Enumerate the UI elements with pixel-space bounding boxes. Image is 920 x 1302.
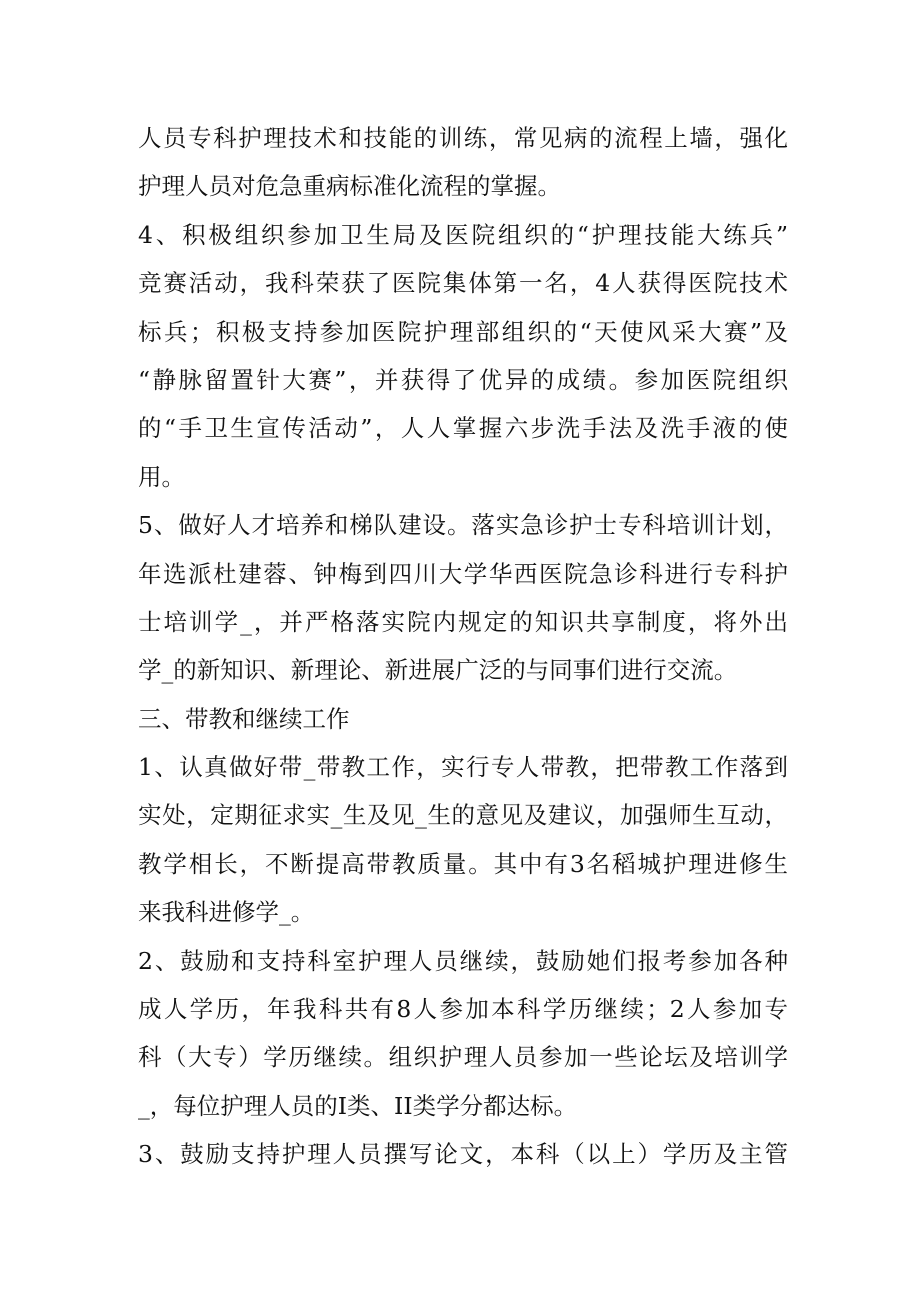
text-line-6: “静脉留置针大赛”，并获得了优异的成绩。参加医院组织 bbox=[138, 365, 788, 394]
text-line-1: 人员专科护理技术和技能的训练，常见病的流程上墙，强化 bbox=[138, 124, 788, 152]
text-line-15: 实处，定期征求实_生及见_生的意见及建议，加强师生互动， bbox=[138, 801, 788, 830]
text-line-5: 标兵；积极支持参加医院护理部组织的“天使风采大赛”及 bbox=[138, 317, 788, 346]
text-line-7: 的“手卫生宣传活动”，人人掌握六步洗手法及洗手液的使 bbox=[138, 414, 788, 443]
text-line-9: 5、做好人才培养和梯队建设。落实急诊护士专科培训计划， bbox=[138, 511, 788, 540]
text-line-3: 4、积极组织参加卫生局及医院组织的“护理技能大练兵” bbox=[138, 220, 788, 249]
text-line-4: 竞赛活动，我科荣获了医院集体第一名，4人获得医院技术 bbox=[138, 269, 788, 298]
text-line-10: 年选派杜建蓉、钟梅到四川大学华西医院急诊科进行专科护 bbox=[138, 559, 788, 588]
text-line-16: 教学相长，不断提高带教质量。其中有3名稻城护理进修生 bbox=[138, 849, 788, 878]
text-line-12: 学_的新知识、新理论、新进展广泛的与同事们进行交流。 bbox=[138, 656, 738, 685]
text-line-17: 来我科进修学_。 bbox=[138, 898, 315, 927]
text-line-22: 3、鼓励支持护理人员撰写论文，本科（以上）学历及主管 bbox=[138, 1140, 788, 1169]
section-heading: 三、带教和继续工作 bbox=[138, 704, 350, 733]
text-line-18: 2、鼓励和支持科室护理人员继续，鼓励她们报考参加各种 bbox=[138, 946, 788, 975]
text-line-20: 科（大专）学历继续。组织护理人员参加一些论坛及培训学 bbox=[138, 1043, 788, 1072]
text-line-2: 护理人员对危急重病标准化流程的掌握。 bbox=[138, 172, 561, 201]
text-line-21: _，每位护理人员的I类、II类学分都达标。 bbox=[138, 1091, 578, 1120]
text-line-11: 士培训学_，并严格落实院内规定的知识共享制度，将外出 bbox=[138, 607, 788, 636]
document-body bbox=[138, 114, 788, 1179]
text-line-19: 成人学历，年我科共有8人参加本科学历继续；2人参加专 bbox=[138, 995, 788, 1024]
text-line-14: 1、认真做好带_带教工作，实行专人带教，把带教工作落到 bbox=[138, 753, 788, 782]
text-line-8: 用。 bbox=[138, 462, 185, 491]
